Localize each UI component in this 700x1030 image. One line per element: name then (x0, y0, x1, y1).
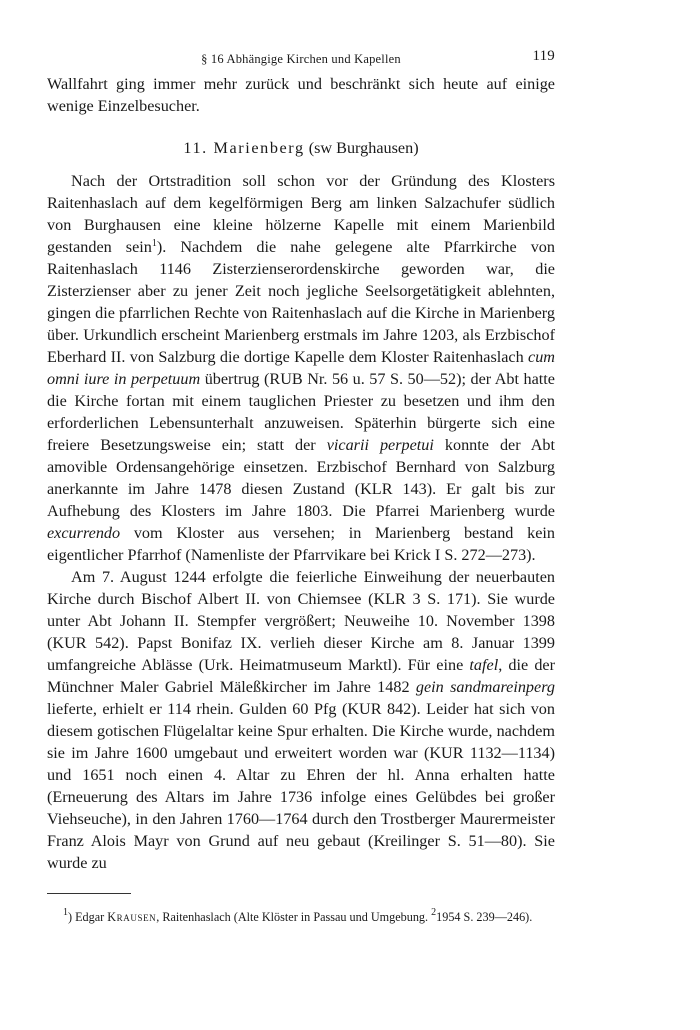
section-heading (47, 137, 555, 159)
running-head (47, 48, 555, 70)
page-number: 119 (532, 48, 555, 64)
book-page (47, 48, 555, 926)
text-run: lieferte, erhielt er 114 rhein. Gulden 60 Pfg (KUR 842). Leider hat sich von diesem gotischen Flügelaltar keine Spur erhalten. Die Kirche wurde, nachdem sie im Jahre 1600 umgebaut und erweitert worden war (KUR 1132—1134) und 1651 noch einen 4. Altar zu Ehren der hl. Anna erhalten hatte (Erneuerung des Altars im Jahre 1736 infolge eines Gelübdes bei großer Viehseuche), in den Jahren 1760—1764 durch den Trostberger Maurermeister Franz Alois Mayr von Grund auf neu gebaut (Kreilinger S. 51—80). Sie wurde zu (47, 700, 555, 872)
edition-marker: 2 (431, 907, 437, 918)
text-run: , die der Münchner Maler Gabriel Mäleßkircher im Jahre 1482 (47, 656, 555, 696)
text-run: Am 7. August 1244 erfolgte die feierliche Einweihung der neuerbauten Kirche durch Bischof Albert II. von Chiemsee (KLR 3 S. 171). Sie wurde unter Abt Johann II. Stempfer vergrößert; Neuweihe 10. November 1398 (KUR 542). Papst Bonifaz IX. verlieh dieser Kirche am 8. Januar 1399 umfangreiche Ablässe (Urk. Heimatmuseum Marktl). Für eine (47, 568, 555, 674)
footnote-author: Krausen (107, 910, 157, 924)
footnote-divider (47, 893, 131, 894)
footnote-marker: 1 (63, 907, 68, 918)
paragraph-continuation: Wallfahrt ging immer mehr zurück und beschränkt sich heute auf einige wenige Einzelbesucher. (47, 75, 555, 115)
running-head-title: § 16 Abhängige Kirchen und Kapellen (201, 52, 401, 66)
text-run: konnte der Abt amovible Ordensangehörige einsetzen. Erzbischof Bernhard von Salzburg anerkannte im Jahre 1478 diesen Zustand (KLR 143). Er galt bis zur Aufhebung des Klosters im Jahre 1803. Die Pfarrei Marienberg wurde (47, 436, 555, 520)
italic-latin-phrase: excurrendo (47, 524, 121, 542)
italic-term: gein sandmareinperg (415, 678, 556, 696)
footnote-reference[interactable]: 1 (151, 238, 157, 249)
text-run: ) Edgar (68, 910, 108, 924)
footnote (47, 908, 555, 926)
text-run: , Raitenhaslach (Alte Klöster in Passau und Umgebung. (156, 910, 432, 924)
paragraph-building-history (47, 566, 555, 874)
text-run: Nach der Ortstradition soll schon vor der Gründung des Klosters Raitenhaslach auf dem kegelförmigen Berg am linken Salzachufer südlich von Burghausen eine kleine hölzerne Kapelle mit einem Marienbild gestanden sein (47, 172, 555, 256)
paragraph-history (47, 170, 555, 566)
text-run: übertrug (RUB Nr. 56 u. 57 S. 50—52); der Abt hatte die Kirche fortan mit einem tauglichen Priester zu besetzen und ihm den erforderlichen Lebensunterhalt anzuweisen. Späterhin bürgerte sich eine freiere Besetzungsweise ein; statt der (47, 370, 555, 454)
italic-latin-phrase: cum omni iure in perpetuum (47, 348, 555, 388)
italic-term: tafel (469, 656, 499, 674)
section-subtitle: (sw Burghausen) (308, 139, 419, 157)
text-run: vom Kloster aus versehen; in Marienberg bestand kein eigentlicher Pfarrhof (Namenliste der Pfarrvikare bei Krick I S. 272—273). (47, 524, 555, 564)
text-run: 1954 S. 239—246). (436, 910, 533, 924)
body-text (47, 73, 555, 874)
italic-latin-phrase: vicarii perpetui (326, 436, 434, 454)
section-title: 11. Marienberg (183, 139, 305, 157)
text-run: ). Nachdem die nahe gelegene alte Pfarrkirche von Raitenhaslach 1146 Zisterzienserordenskirche geworden war, die Zisterzienser aber zu jener Zeit noch jegliche Seelsorgetätigkeit ablehnten, gingen die pfarrlichen Rechte von Raitenhaslach auf die Kirche in Marienberg über. Urkundlich erscheint Marienberg erstmals im Jahre 1203, als Erzbischof Eberhard II. von Salzburg die dortige Kapelle dem Kloster Raitenhaslach (47, 238, 555, 366)
